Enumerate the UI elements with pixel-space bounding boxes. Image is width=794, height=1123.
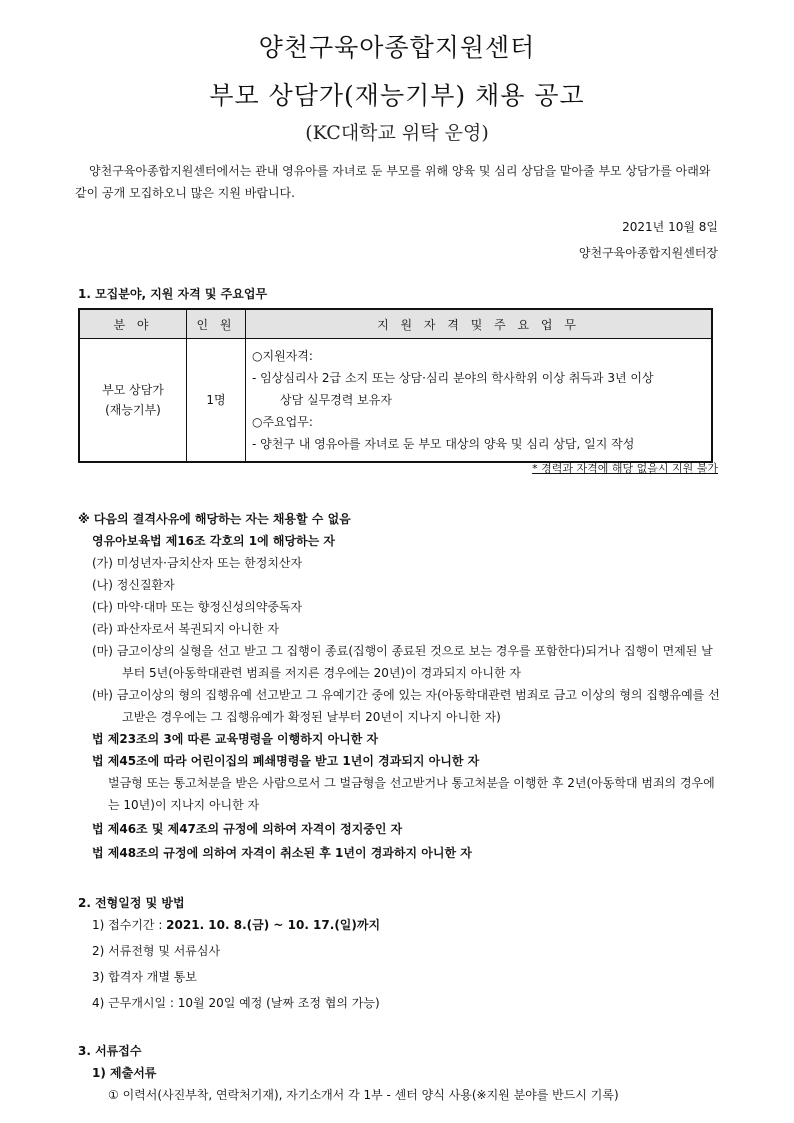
section3-block [78,1040,723,1106]
duties-cell [246,339,713,463]
disqualification-block [78,508,723,864]
page-subtitle: (KC대학교 위탁 운영) [305,122,489,144]
section1-heading: 1. 모집분야, 지원 자격 및 주요업무 [78,287,268,301]
field-cell [79,339,187,463]
law-item-5: 법 제48조의 규정에 의하여 자격이 취소된 후 1년이 경과하지 아니한 자 [92,846,472,860]
section2-block [78,892,723,1014]
schedule-step-3: 3) 합격자 개별 통보 [92,970,197,984]
duty-line1: - 양천구 내 영유아를 자녀로 둔 부모 대상의 양육 및 심리 상담, 일지 작성 [252,437,635,451]
eligibility-note: * 경력과 자격에 해당 없을시 지원 불가 [532,462,718,475]
list-item: (마) 금고이상의 실형을 선고 받고 그 집행이 종료(집행이 종료된 것으로 보는 경우를 포함한다)되거나 집행이 면제된 날부터 5년(아동학대관련 범죄를 저지른 경우에는 20년)이 경과되지 아니한 자 [92,644,713,680]
qual-line2: 상담 실무경력 보유자 [280,393,392,407]
qual-label: ○지원자격: [252,349,313,363]
law-item-3: 법 제45조에 따라 어린이집의 폐쇄명령을 받고 1년이 경과되지 아니한 자 [92,754,480,768]
header-qualification: 지 원 자 격 및 주 요 업 무 [246,309,713,339]
section2-heading: 2. 전형일정 및 방법 [78,896,185,910]
law-item-1: 영유아보육법 제16조 각호의 1에 해당하는 자 [92,534,336,548]
header-count: 인 원 [187,309,246,339]
document-item-1: ① 이력서(사진부착, 연락처기재), 자기소개서 각 1부 - 센터 양식 사용(※지원 분야를 반드시 기록) [108,1088,619,1102]
step1-value: 2021. 10. 8.(금) ~ 10. 17.(일)까지 [166,918,381,932]
count-cell: 1명 [187,339,246,463]
law-item-3-detail: 벌금형 또는 통고처분을 받은 사람으로서 그 벌금형을 선고받거나 통고처분을 이행한 후 2년(아동학대 범죄의 경우에는 10년)이 지나지 아니한 자 [108,776,715,812]
header-field: 분 야 [79,309,187,339]
schedule-step-2: 2) 서류전형 및 서류심사 [92,944,221,958]
qual-line1: - 임상심리사 2급 소지 또는 상담·심리 분야의 학사학위 이상 취득과 3년 이상 [252,371,654,385]
list-item: (가) 미성년자·금치산자 또는 한정치산자 [92,556,303,570]
list-item: (다) 마약·대마 또는 향정신성의약중독자 [92,600,303,614]
notice-signer: 양천구육아종합지원센터장 [578,246,718,260]
list-item: (나) 정신질환자 [92,578,175,592]
center-name: 양천구육아종합지원센터 [258,33,536,62]
field-name: 부모 상담가 [102,383,164,397]
section3-heading: 3. 서류접수 [78,1044,142,1058]
duty-label: ○주요업무: [252,415,313,429]
section3-sub1: 1) 제출서류 [92,1066,157,1080]
field-type: (재능기부) [105,403,161,417]
notice-date: 2021년 10월 8일 [622,220,718,234]
schedule-step-4: 4) 근무개시일 : 10월 20일 예정 (날짜 조정 협의 가능) [92,996,380,1010]
table-header-row [79,309,712,339]
law-item-2: 법 제23조의 3에 따른 교육명령을 이행하지 아니한 자 [92,732,379,746]
list-item: (라) 파산자로서 복권되지 아니한 자 [92,622,279,636]
page-title: 부모 상담가(재능기부) 채용 공고 [209,81,585,110]
intro-paragraph: 양천구육아종합지원센터에서는 관내 영유아를 자녀로 둔 부모를 위해 양육 및 심리 상담을 맡아줄 부모 상담가를 아래와 같이 공개 모집하오니 많은 지원 바랍니다. [75,164,711,200]
schedule-step-1 [78,914,723,936]
table-row [79,339,712,463]
list-item: (바) 금고이상의 형의 집행유예 선고받고 그 유예기간 중에 있는 자(아동학대관련 범죄로 금고 이상의 형의 집행유예를 선고받은 경우에는 그 집행유예가 확정된 날부터 20년이 지나지 아니한 자) [92,688,720,724]
recruit-table [78,308,713,463]
disqualification-heading: ※ 다음의 결격사유에 해당하는 자는 채용할 수 없음 [78,512,351,526]
step1-label: 1) 접수기간 : [92,918,167,932]
law-item-4: 법 제46조 및 제47조의 규정에 의하여 자격이 정지중인 자 [92,822,403,836]
